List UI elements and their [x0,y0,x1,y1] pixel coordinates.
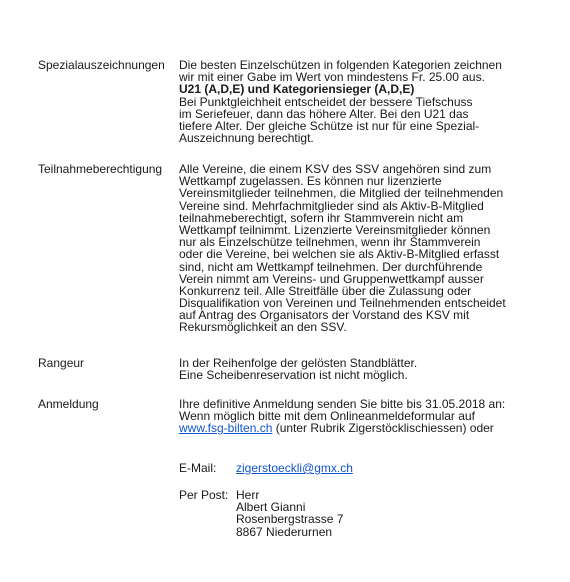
text-line: im Seriefeuer, dann das höhere Alter. Bei den U21 das [179,106,469,121]
label-spezialauszeichnungen: Spezialauszeichnungen [38,58,165,72]
address-line: Albert Gianni [236,500,306,515]
label-teilnahmeberechtigung: Teilnahmeberechtigung [38,162,163,176]
text-line: Wettkampf teilnimmt. Lizenzierte Vereinsmitglieder können [179,222,491,237]
text-line: oder die Vereine, bei welchen sie als Aktiv-B-Mitglied erfasst [179,247,500,262]
email-link-wrap [236,462,353,474]
text-anmeldung [179,398,559,435]
text-line: Konkurrenz teil. Alle Streitfälle über die Zulassung oder [179,283,472,298]
text-line: teilnahmeberechtigt, sofern ihr Stammverein nicht am [179,210,464,225]
text-line: Alle Vereine, die einem KSV des SSV angehören sind zum [179,162,492,176]
text-line: nur als Einzelschütze teilnehmen, wenn ihr Stammverein [179,235,481,250]
text-line: Die besten Einzelschützen in folgenden Kategorien zeichnen [179,58,502,72]
text-line: Disqualifikation von Vereinen und Teilnehmenden entscheidet [179,296,506,311]
text-teilnahmeberechtigung [179,163,559,334]
label-anmeldung: Anmeldung [38,397,99,411]
text-line: Vereine sind. Mehrfachmitglieder sind als Aktiv-B-Mitglied [179,198,484,213]
postal-address [236,489,343,538]
text-line: Wenn möglich bitte mit dem Onlineanmeldeformular auf [179,409,475,424]
address-line: Rosenbergstrasse 7 [236,512,344,527]
text-line: wir mit einer Gabe im Wert von mindestens Fr. 25.00 aus. [179,70,485,85]
text-line: Rekursmöglichkeit an den SSV. [179,320,347,335]
text-line-with-link [179,422,559,434]
text-line: Wettkampf zugelassen. Es können nur lizenzierte [179,174,442,189]
text-line: tiefere Alter. Der gleiche Schütze ist nur für eine Spezial- [179,118,480,133]
email-label: E-Mail: [179,461,217,475]
text-line: Bei Punktgleichheit entscheidet der bessere Tiefschuss [179,94,473,109]
text-line: Ihre definitive Anmeldung senden Sie bitte bis 31.05.2018 an: [179,397,506,411]
text-line: sind, nicht am Wettkampf teilnehmen. Der durchführende [179,259,483,274]
text-line-bold: U21 (A,D,E) und Kategoriensieger (A,D,E) [179,82,415,97]
post-label: Per Post: [179,488,229,502]
text-line: Eine Scheibenreservation ist nicht möglich. [179,368,408,383]
email-link[interactable]: zigerstoeckli@gmx.ch [236,461,353,475]
text-line: Verein nimmt am Vereins- und Gruppenwettkampf ausser [179,271,484,286]
label-rangeur: Rangeur [38,356,85,370]
website-link[interactable]: www.fsg-bilten.ch [179,421,273,436]
text-line: Auszeichnung berechtigt. [179,131,314,146]
text-line: auf Antrag des Organisators der Vorstand des KSV mit [179,308,470,323]
text-rangeur [179,357,559,381]
link-suffix-text: (unter Rubrik Zigerstöcklischiessen) oder [272,421,494,436]
address-line: 8867 Niederurnen [236,524,333,539]
address-line: Herr [236,488,260,502]
text-line: In der Reihenfolge der gelösten Standblätter. [179,356,418,370]
text-spezialauszeichnungen [179,59,559,144]
text-line: Vereinsmitglieder teilnehmen, die Mitglied der teilnehmenden [179,186,504,201]
